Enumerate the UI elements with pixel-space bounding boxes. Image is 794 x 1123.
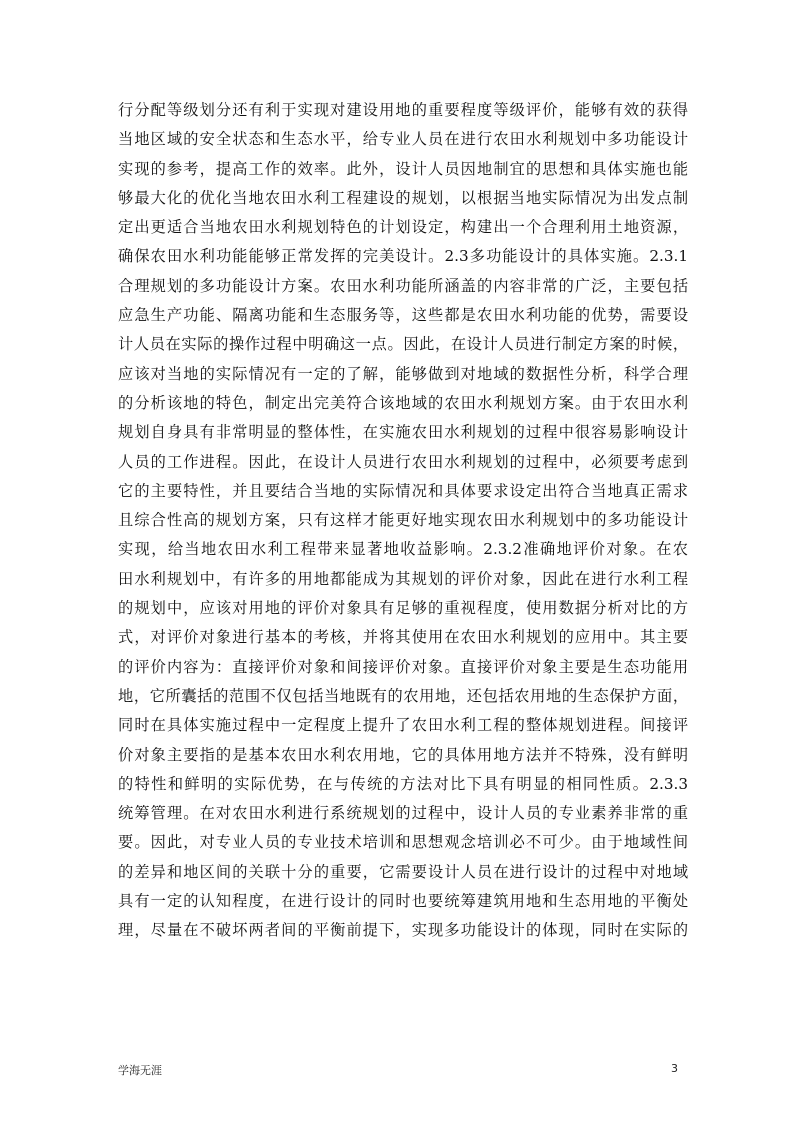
page-number: 3 (671, 1062, 678, 1075)
text-line: 理，尽量在不破坏两者间的平衡前提下，实现多功能设计的体现，同时在实际的 (118, 921, 688, 940)
text-line: 合理规划的多功能设计方案。农田水利功能所涵盖的内容非常的广泛，主要包括 (118, 276, 688, 295)
text-line: 应急生产功能、隔离功能和生态服务等，这些都是农田水利功能的优势，需要设 (118, 306, 688, 325)
text-line: 价对象主要指的是基本农田水利农用地，它的具体用地方法并不特殊，没有鲜明 (118, 745, 688, 764)
text-line: 的特性和鲜明的实际优势，在与传统的方法对比下具有明显的相同性质。2.3.3 (118, 774, 688, 793)
text-line: 同时在具体实施过程中一定程度上提升了农田水利工程的整体规划进程。间接评 (118, 716, 688, 735)
text-line: 确保农田水利功能能够正常发挥的完美设计。2.3多功能设计的具体实施。2.3.1 (118, 247, 688, 266)
text-line: 具有一定的认知程度，在进行设计的同时也要统筹建筑用地和生态用地的平衡处 (118, 892, 688, 911)
text-line: 实现，给当地农田水利工程带来显著地收益影响。2.3.2准确地评价对象。在农 (118, 540, 688, 559)
text-line: 计人员在实际的操作过程中明确这一点。因此，在设计人员进行制定方案的时候， (118, 335, 688, 354)
text-line: 的评价内容为：直接评价对象和间接评价对象。直接评价对象主要是生态功能用 (118, 657, 688, 676)
footer-text: 学海无涯 (118, 1064, 162, 1077)
body-text (118, 96, 688, 946)
text-line: 要。因此，对专业人员的专业技术培训和思想观念培训必不可少。由于地域性间 (118, 833, 688, 852)
text-line: 式，对评价对象进行基本的考核，并将其使用在农田水利规划的应用中。其主要 (118, 628, 688, 647)
text-line: 规划自身具有非常明显的整体性，在实施农田水利规划的过程中很容易影响设计 (118, 423, 688, 442)
text-line: 地，它所囊括的范围不仅包括当地既有的农用地，还包括农用地的生态保护方面， (118, 686, 688, 705)
text-line: 行分配等级划分还有利于实现对建设用地的重要程度等级评价，能够有效的获得 (118, 101, 688, 119)
text-line: 它的主要特性，并且要结合当地的实际情况和具体要求设定出符合当地真正需求 (118, 481, 688, 500)
text-line: 定出更适合当地农田水利规划特色的计划设定，构建出一个合理利用土地资源， (118, 218, 688, 237)
text-line: 人员的工作进程。因此，在设计人员进行农田水利规划的过程中，必须要考虑到 (118, 452, 688, 471)
text-line: 统筹管理。在对农田水利进行系统规划的过程中，设计人员的专业素养非常的重 (118, 804, 688, 823)
text-line: 且综合性高的规划方案，只有这样才能更好地实现农田水利规划中的多功能设计 (118, 511, 688, 530)
text-line: 够最大化的优化当地农田水利工程建设的规划，以根据当地实际情况为出发点制 (118, 188, 688, 207)
page-footer (118, 1062, 678, 1082)
text-line: 田水利规划中，有许多的用地都能成为其规划的评价对象，因此在进行水利工程 (118, 569, 688, 588)
text-line: 实现的参考，提高工作的效率。此外，设计人员因地制宜的思想和具体实施也能 (118, 159, 688, 178)
text-line: 的规划中，应该对用地的评价对象具有足够的重视程度，使用数据分析对比的方 (118, 599, 688, 618)
text-line: 应该对当地的实际情况有一定的了解，能够做到对地域的数据性分析，科学合理 (118, 364, 688, 383)
text-line: 的分析该地的特色，制定出完美符合该地域的农田水利规划方案。由于农田水利 (118, 393, 688, 412)
text-line: 当地区域的安全状态和生态水平，给专业人员在进行农田水利规划中多功能设计 (118, 130, 688, 149)
text-line: 的差异和地区间的关联十分的重要，它需要设计人员在进行设计的过程中对地域 (118, 862, 688, 881)
